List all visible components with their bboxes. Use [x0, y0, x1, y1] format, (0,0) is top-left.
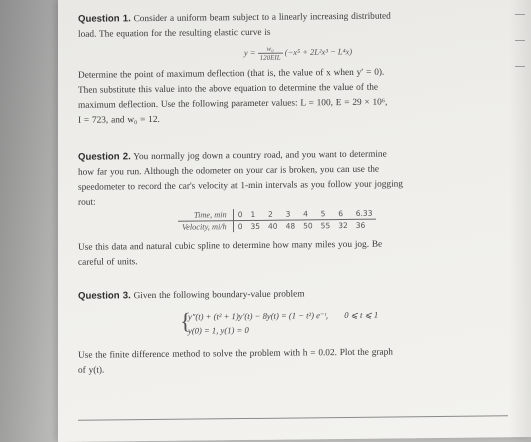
q3-eq-2: y(0) = 1, y(1) = 0	[188, 325, 249, 336]
table-cell: 5	[317, 208, 335, 220]
table-cell: 0	[233, 209, 246, 221]
question-2	[78, 145, 518, 271]
q3-text-1: Given the following boundary-value problem	[133, 289, 305, 302]
table-cell: 48	[285, 221, 296, 231]
q2-text-1: You normally jog down a country road, and you want to determine	[133, 149, 387, 163]
q2-label: Question 2.	[78, 151, 131, 163]
table-cell: 36	[355, 220, 366, 230]
q3-text-2: Use the finite difference method to solve the problem with h = 0.02. Plot the graph	[78, 347, 393, 361]
question-3	[78, 284, 518, 379]
table-cell: 2	[264, 209, 282, 221]
q2-text-6: careful of units.	[78, 257, 138, 268]
q2-text-2: how far you run. Although the odometer on your car is broken, you can use the	[78, 164, 380, 178]
q3-line-1	[78, 284, 518, 305]
q2-text-5: Use this data and natural cubic spline to determine how many miles you jog. Be	[78, 239, 383, 253]
table-cell: 50	[303, 221, 313, 231]
q3-eq-domain: 0 ⩽ t ⩽ 1	[344, 309, 379, 321]
question-1	[78, 7, 518, 129]
margin-line	[515, 14, 525, 15]
q1-equation	[78, 42, 518, 64]
q1-eq-numerator: w₀	[258, 45, 283, 54]
table-cell: 6.33	[352, 208, 377, 220]
q1-label: Question 1.	[78, 13, 131, 25]
table-header-time: Time, min	[178, 209, 233, 221]
table-row-velocity	[178, 219, 376, 233]
table-header-velocity: Velocity, mi/h	[178, 221, 233, 233]
q3-label: Question 3.	[78, 290, 131, 302]
q3-eq-1: y″(t) + (t² + 1)y′(t) − 8y(t) = (1 − t²) e⁻ᵗ,	[188, 310, 329, 322]
table-cell: 1	[246, 209, 264, 221]
paper-sheet	[58, 0, 531, 442]
q1-text-2: load. The equation for the resulting elastic curve is	[78, 27, 271, 40]
table-cell: 32	[338, 220, 348, 231]
document-content	[78, 7, 523, 376]
q1-eq-lhs: y =	[243, 47, 258, 58]
margin-line	[515, 66, 525, 67]
table-cell: 6	[334, 208, 352, 220]
table-cell: 3	[282, 208, 300, 220]
bottom-rule	[78, 415, 508, 421]
margin-line	[515, 40, 525, 41]
q1-text-5: maximum deflection. Use the following parameter values: L = 100, E = 29 × 10⁶,	[78, 97, 388, 111]
brace-icon: {	[180, 308, 192, 334]
velocity-table	[178, 208, 376, 233]
q2-text-4: rout:	[78, 197, 96, 208]
q2-text-3: speedometer to record the car's velocity at 1-min intervals as you follow your jogging	[78, 179, 403, 193]
table-cell: 55	[320, 221, 331, 231]
right-margin	[509, 0, 531, 442]
q1-text-1: Consider a uniform beam subject to a linearly increasing distributed	[133, 11, 391, 25]
q1-text-6: I = 723, and w₀ = 12.	[78, 114, 160, 126]
table-cell: 0	[237, 222, 243, 232]
q3-text-3: of y(t).	[78, 365, 105, 376]
q1-text-4: Then substitute this value into the above equation to determine the value of the	[78, 82, 379, 96]
q1-text-3: Determine the point of maximum deflection (that is, the value of x when y′ = 0).	[78, 67, 385, 81]
q1-eq-rhs: (−x⁵ + 2L²x³ − L⁴x)	[284, 46, 353, 58]
q3-bvp-system	[180, 305, 531, 340]
table-cell: 35	[250, 221, 261, 231]
q1-eq-denominator: 120EIL	[259, 53, 281, 62]
q1-eq-fraction	[258, 45, 283, 62]
table-cell: 4	[299, 208, 317, 220]
table-cell: 40	[268, 221, 278, 231]
